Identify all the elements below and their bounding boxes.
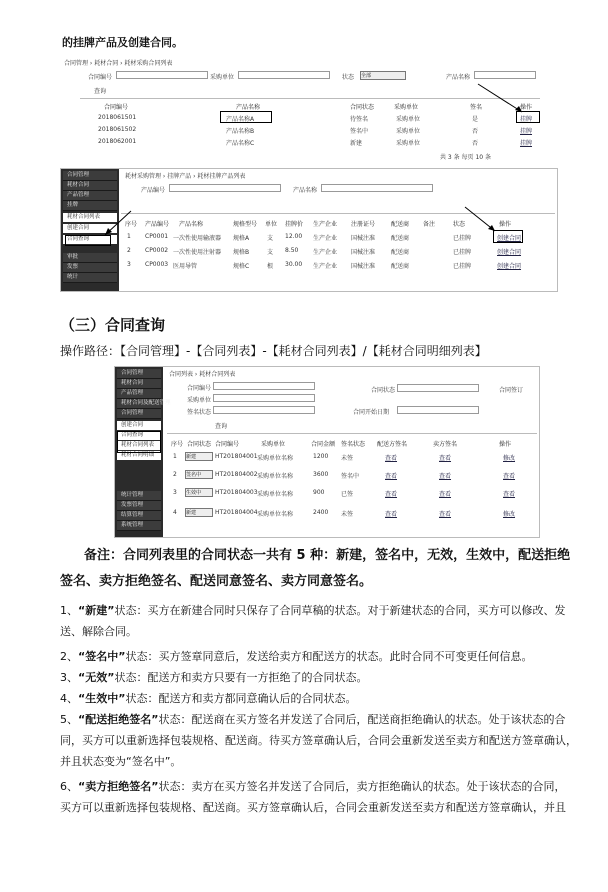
- sidebar-item[interactable]: 统计: [63, 273, 117, 283]
- sidebar-item[interactable]: 耗材合同列表: [117, 441, 161, 450]
- breadcrumb: 合同列表 › 耗材合同列表: [169, 371, 236, 378]
- col-header: 签名状态: [341, 441, 366, 448]
- create-contract-link[interactable]: 创建合同: [497, 235, 522, 242]
- col-header: 操作: [499, 221, 512, 228]
- pager: 共 3 条 每页 10 条: [440, 154, 491, 161]
- col-header: 单位: [265, 221, 278, 228]
- list-item: [60, 600, 566, 621]
- create-contract-link[interactable]: 创建合同: [497, 263, 522, 270]
- filter-label: 产品名称: [293, 187, 318, 194]
- item-number: 2、: [60, 650, 78, 663]
- screenshot-contract-query: [114, 366, 540, 538]
- filter-label: 状态: [342, 74, 355, 81]
- cell: 支: [267, 249, 274, 256]
- cell: 一次性使用注射器: [173, 249, 222, 256]
- filter-label: 合同开始日期: [353, 409, 390, 416]
- cell: 一次性使用输液器: [173, 235, 222, 242]
- cell: 900: [313, 489, 325, 496]
- row-action-link[interactable]: 查看: [503, 473, 516, 480]
- cell-sign: 是: [472, 116, 479, 123]
- cell: 生产企业: [313, 263, 338, 270]
- search-button[interactable]: 查询: [94, 88, 107, 95]
- intro-line: 的挂牌产品及创建合同。: [62, 36, 183, 49]
- row-action-link[interactable]: 挂牌: [520, 128, 533, 135]
- filter-label: 合同编号: [187, 385, 212, 392]
- item-number: 3、: [60, 671, 78, 684]
- breadcrumb: 耗材采购管理 › 挂牌产品 › 耗材挂牌产品列表: [125, 173, 246, 180]
- purchase-unit-input[interactable]: [213, 394, 315, 402]
- cell: 未签: [341, 511, 354, 518]
- item-text: 并且状态变为“签名中”。: [60, 755, 182, 768]
- col-header: 合同编号: [104, 104, 129, 111]
- cell: 规格C: [233, 263, 250, 270]
- cell: 支: [267, 235, 274, 242]
- cell: 3600: [313, 471, 329, 478]
- sidebar-item[interactable]: 耗材合同及配送管理: [117, 399, 161, 409]
- highlight-box: [117, 431, 161, 453]
- col-header: 产品编号: [145, 221, 170, 228]
- screenshot-listed-products: [60, 168, 558, 292]
- sidebar-item[interactable]: 创建合同: [117, 421, 161, 430]
- item-text: 买方可以重新选择包装规格、配送商。买方签章确认后，合同会重新发送至卖方和配送方签章确认，并且: [60, 801, 566, 814]
- cell-code: 2018061501: [98, 114, 137, 121]
- list-item-cont: [60, 797, 566, 818]
- list-item: [60, 688, 550, 709]
- sidebar-item[interactable]: 产品管理: [63, 191, 117, 201]
- row-action-link[interactable]: 挂牌: [520, 116, 533, 123]
- cell: 已挂牌: [453, 263, 472, 270]
- view-link[interactable]: 查看: [439, 473, 452, 480]
- sidebar-item[interactable]: 审批: [63, 253, 117, 263]
- cell-unit: 采购单位: [396, 140, 421, 147]
- cell: 签名中: [341, 473, 360, 480]
- sidebar-item[interactable]: 合同查询: [117, 431, 161, 440]
- sign-status-input[interactable]: [213, 406, 315, 414]
- list-item-cont: [60, 621, 550, 642]
- item-term: “卖方拒绝签名”: [78, 780, 159, 793]
- cell: 配送商: [391, 263, 410, 270]
- view-link[interactable]: 查看: [439, 511, 452, 518]
- item-number: 4、: [60, 692, 78, 705]
- view-link[interactable]: 查看: [385, 455, 398, 462]
- cell-status: 签名中: [350, 128, 369, 135]
- row-action-link[interactable]: 修改: [503, 511, 516, 518]
- cell-sign: 否: [472, 128, 479, 135]
- col-header: 操作: [520, 104, 533, 111]
- item-number: 1、: [60, 604, 78, 617]
- cell-unit: 采购单位: [396, 128, 421, 135]
- item-text: 状态：买方在新建合同时只保存了合同草稿的状态。对于新建状态的合同，买方可以修改、发: [114, 604, 566, 617]
- cell: CP0002: [145, 247, 169, 254]
- col-header: 挂牌价: [285, 221, 304, 228]
- cell: HT201804003: [215, 489, 258, 496]
- operation-path: 操作路径：【合同管理】-【合同列表】-【耗材合同列表】/【耗材合同明细列表】: [60, 344, 487, 358]
- col-header: 合同编号: [215, 441, 240, 448]
- col-header: 合同状态: [187, 441, 212, 448]
- item-term: “新建”: [78, 604, 115, 617]
- cell: 配送商: [391, 249, 410, 256]
- col-header: 注册证号: [351, 221, 376, 228]
- sidebar-item[interactable]: 耗材合同列表: [63, 213, 117, 222]
- cell: 4: [173, 509, 177, 516]
- view-link[interactable]: 查看: [439, 455, 452, 462]
- col-header: 序号: [171, 441, 184, 448]
- cell: HT201804002: [215, 471, 258, 478]
- col-header: 配送商: [391, 221, 410, 228]
- col-header: 采购单位: [394, 104, 419, 111]
- col-header: 卖方签名: [433, 441, 458, 448]
- cell: 规格B: [233, 249, 250, 256]
- cell-status: 待签名: [350, 116, 369, 123]
- cell: 规格A: [233, 235, 250, 242]
- sidebar-item[interactable]: 创建合同: [63, 224, 117, 233]
- cell: 国械注准: [351, 249, 376, 256]
- cell: 1200: [313, 453, 329, 460]
- item-number: 5、: [60, 713, 78, 726]
- filter-label: 采购单位: [210, 74, 235, 81]
- item-text: 状态：配送方和卖方都同意确认后的合同状态。: [125, 692, 357, 705]
- arrow-icon: [60, 56, 554, 164]
- cell: 采购单位名称: [257, 455, 294, 462]
- cell: 3: [127, 261, 131, 268]
- cell: 根: [267, 263, 274, 270]
- note-line-1: 备注：合同列表里的合同状态一共有 5 种：新建，签名中，无效，生效中，配送拒绝: [84, 548, 571, 563]
- cell: 生产企业: [313, 235, 338, 242]
- view-link[interactable]: 查看: [385, 473, 398, 480]
- col-header: 产品名称: [179, 221, 204, 228]
- status-select[interactable]: 生效中: [185, 488, 213, 497]
- list-item: [60, 776, 566, 797]
- list-item-cont: [60, 730, 577, 751]
- filter-label: 产品名称: [446, 74, 471, 81]
- item-text: 状态：配送方和卖方只要有一方拒绝了的合同状态。: [114, 671, 368, 684]
- sidebar-item[interactable]: 耗材合同明细: [117, 451, 161, 460]
- item-text: 送、解除合同。: [60, 625, 137, 638]
- cell-code: 2018061502: [98, 126, 137, 133]
- cell: 2: [127, 247, 131, 254]
- create-contract-link[interactable]: 创建合同: [497, 249, 522, 256]
- item-text: 状态：卖方在买方签名并发送了合同后，卖方拒绝确认的状态。处于该状态的合同，: [158, 780, 566, 793]
- contract-status-input[interactable]: [397, 384, 479, 392]
- note-line-2: 签名、卖方拒绝签名、配送同意签名、卖方同意签名。: [60, 574, 373, 589]
- cell: 医用导管: [173, 263, 198, 270]
- status-select[interactable]: 签名中: [185, 470, 213, 479]
- cell: 采购单位名称: [257, 511, 294, 518]
- filter-label: 采购单位: [187, 397, 212, 404]
- filter-label: 合同编号: [88, 74, 113, 81]
- list-item: [60, 646, 550, 667]
- cell-product: 产品名称B: [226, 128, 255, 135]
- list-item: [60, 709, 566, 730]
- col-header: 备注: [423, 221, 436, 228]
- col-header: 合同金额: [311, 441, 336, 448]
- item-term: “无效”: [78, 671, 115, 684]
- sidebar-item[interactable]: 合同管理: [117, 369, 161, 379]
- item-text: 状态：买方签章同意后，发送给卖方和配送方的状态。此时合同不可变更任何信息。: [125, 650, 533, 663]
- col-header: 状态: [453, 221, 466, 228]
- cell: HT201804004: [215, 509, 258, 516]
- col-header: 合同状态: [350, 104, 375, 111]
- filter-label: 签名状态: [187, 409, 212, 416]
- arrow-icon: [61, 169, 557, 291]
- item-term: “生效中”: [78, 692, 126, 705]
- col-header: 序号: [125, 221, 138, 228]
- cell: HT201804001: [215, 453, 258, 460]
- filter-label: 合同签订: [499, 387, 524, 394]
- view-link[interactable]: 查看: [385, 491, 398, 498]
- sidebar-item[interactable]: 合同管理: [63, 171, 117, 181]
- col-header: 签名: [470, 104, 483, 111]
- item-term: “配送拒绝签名”: [78, 713, 159, 726]
- sidebar-item[interactable]: 系统管理: [117, 521, 161, 531]
- cell: 已签: [341, 491, 354, 498]
- status-select[interactable]: 新建: [185, 508, 213, 517]
- item-term: “签名中”: [78, 650, 126, 663]
- cell: 采购单位名称: [257, 473, 294, 480]
- status-select[interactable]: 新建: [185, 452, 213, 461]
- breadcrumb: 合同管理 › 耗材合同 › 耗材采购合同列表: [64, 60, 173, 67]
- contract-code-input[interactable]: [213, 382, 315, 390]
- start-date-input[interactable]: [397, 406, 479, 414]
- col-header: 操作: [499, 441, 512, 448]
- status-list: [60, 600, 577, 818]
- sidebar-item[interactable]: 发票管理: [117, 501, 161, 511]
- cell: 8.50: [285, 247, 299, 254]
- sidebar-item[interactable]: 统计管理: [117, 491, 161, 501]
- view-link[interactable]: 查看: [439, 491, 452, 498]
- filter-label: 产品编号: [141, 187, 166, 194]
- cell: 2: [173, 471, 177, 478]
- row-action-link[interactable]: 修改: [503, 455, 516, 462]
- search-button[interactable]: 查询: [215, 423, 228, 430]
- cell-sign: 否: [472, 140, 479, 147]
- cell-code: 2018062001: [98, 138, 137, 145]
- status-select[interactable]: 全部: [360, 71, 406, 80]
- sidebar-item[interactable]: 挂牌: [63, 201, 117, 211]
- row-action-link[interactable]: 查看: [503, 491, 516, 498]
- cell: 已挂牌: [453, 235, 472, 242]
- cell: 未签: [341, 455, 354, 462]
- list-item-cont: [60, 751, 550, 772]
- col-header: 采购单位: [261, 441, 286, 448]
- cell-unit: 采购单位: [396, 116, 421, 123]
- cell: 2400: [313, 509, 329, 516]
- sidebar-item[interactable]: 发票: [63, 263, 117, 273]
- cell: CP0003: [145, 261, 169, 268]
- sidebar-item[interactable]: 结算管理: [117, 511, 161, 521]
- cell: 12.00: [285, 233, 303, 240]
- sidebar-item[interactable]: 产品管理: [117, 389, 161, 399]
- cell: 国械注准: [351, 263, 376, 270]
- cell: 国械注准: [351, 235, 376, 242]
- cell-product: 产品名称C: [226, 140, 255, 147]
- cell: 1: [127, 233, 131, 240]
- screenshot-contract-list: [60, 56, 554, 164]
- divider: [167, 433, 537, 434]
- col-header: 生产企业: [313, 221, 338, 228]
- row-action-link[interactable]: 挂牌: [520, 140, 533, 147]
- cell: 30.00: [285, 261, 303, 268]
- cell: 采购单位名称: [257, 491, 294, 498]
- cell: 3: [173, 489, 177, 496]
- cell: 生产企业: [313, 249, 338, 256]
- col-header: 配送方签名: [377, 441, 408, 448]
- sidebar-item[interactable]: 合同管理: [117, 409, 161, 419]
- sidebar-item[interactable]: 耗材合同: [63, 181, 117, 191]
- sidebar-item[interactable]: 合同查询: [63, 235, 117, 244]
- item-text: 状态：配送商在买方签名并发送了合同后，配送商拒绝确认的状态。处于该状态的合: [158, 713, 566, 726]
- view-link[interactable]: 查看: [385, 511, 398, 518]
- cell-product: 产品名称A: [226, 116, 255, 123]
- filter-label: 合同状态: [371, 387, 396, 394]
- item-number: 6、: [60, 780, 78, 793]
- list-item: [60, 667, 550, 688]
- cell: 1: [173, 453, 177, 460]
- item-text: 同，买方可以重新选择包装规格、配送商。待买方签章确认后，合同会重新发送至卖方和配送方签章确认，: [60, 734, 577, 747]
- section-heading: （三）合同查询: [60, 316, 166, 334]
- col-header: 规格型号: [233, 221, 258, 228]
- cell: 配送商: [391, 235, 410, 242]
- sidebar-item[interactable]: 耗材合同: [117, 379, 161, 389]
- cell: CP0001: [145, 233, 169, 240]
- cell: 已挂牌: [453, 249, 472, 256]
- cell-status: 新建: [350, 140, 363, 147]
- col-header: 产品名称: [236, 104, 261, 111]
